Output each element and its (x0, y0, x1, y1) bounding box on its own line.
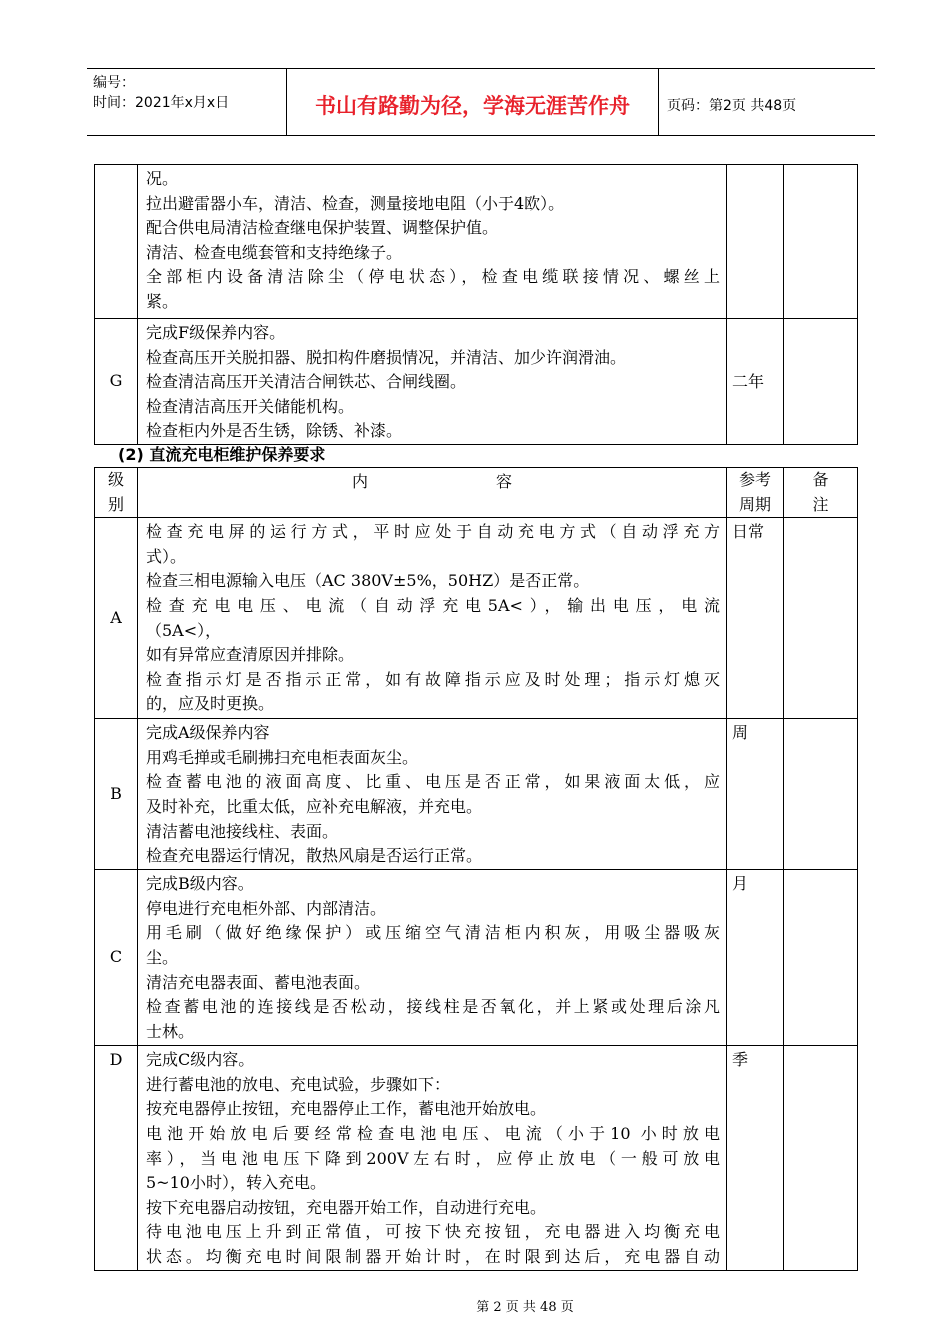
maintenance-table-1 (94, 164, 858, 445)
content-line: 士林。 (146, 1021, 195, 1041)
content-line: 状态。均衡充电时间限制器开始计时，在时限到达后，充电器自动 (146, 1246, 720, 1266)
page-header (87, 68, 875, 136)
content-line: 如有异常应查清原因并排除。 (146, 645, 355, 665)
content-line: 况。 (146, 169, 179, 188)
header-text: 周期 (738, 494, 771, 514)
content-line: 式）。 (146, 546, 187, 566)
table-row (95, 870, 858, 1046)
content-cell (138, 719, 727, 870)
level-cell (95, 165, 138, 319)
content-line: 停电进行充电柜外部、内部清洁。 (146, 898, 387, 918)
header-cycle (727, 468, 784, 518)
content-line: 检查清洁高压开关清洁合闸铁芯、合闸线圈。 (146, 372, 467, 392)
remark-cell (784, 165, 858, 319)
content-line: 按充电器停止按钮，充电器停止工作，蓄电池开始放电。 (146, 1099, 547, 1119)
remark-cell (784, 719, 858, 870)
level-cell: G (95, 319, 138, 445)
table-row (95, 165, 858, 319)
maintenance-table-2 (94, 467, 858, 1271)
level-cell: C (95, 870, 138, 1046)
content-line: 检查蓄电池的液面高度、比重、电压是否正常，如果液面太低，应 (146, 772, 720, 792)
content-line: 检查三相电源输入电压（AC 380V±5%，50HZ）是否正常。 (146, 571, 590, 591)
content-line: 待电池电压上升到正常值，可按下快充按钮，充电器进入均衡充电 (146, 1222, 720, 1242)
table-header-row (95, 468, 858, 518)
content-line: 按下充电器启动按钮，充电器开始工作，自动进行充电。 (146, 1197, 547, 1217)
level-cell: D (95, 1046, 138, 1271)
header-remark (784, 468, 858, 518)
remark-cell (784, 518, 858, 719)
content-cell (138, 165, 727, 319)
content-cell (138, 1046, 727, 1271)
cycle-cell (727, 165, 784, 319)
content-line: 检查指示灯是否指示正常，如有故障指示应及时处理；指示灯熄灭 (146, 669, 720, 689)
content-line: 电池开始放电后要经常检查电池电压、电流（小于10 小时放电 (146, 1123, 720, 1143)
content-line: 进行蓄电池的放电、充电试验，步骤如下： (146, 1074, 451, 1094)
content-line: 完成A级保养内容 (146, 723, 270, 743)
content-cell (138, 319, 727, 445)
content-line: 的，应及时更换。 (146, 694, 275, 714)
content-line: 用鸡毛掸或毛刷拂扫充电柜表面灰尘。 (146, 747, 419, 767)
remark-cell (784, 319, 858, 445)
table-row (95, 518, 858, 719)
cycle-cell: 二年 (727, 319, 784, 445)
header-page-info: 页码：第2页 共48页 (667, 98, 797, 114)
content-line: （5A<）， (146, 620, 222, 640)
remark-cell (784, 870, 858, 1046)
header-text: 注 (812, 494, 829, 514)
cycle-cell: 月 (727, 870, 784, 1046)
content-cell (138, 518, 727, 719)
content-line: 配合供电局清洁检查继电保护装置、调整保护值。 (146, 218, 499, 238)
content-line: 检查充电屏的运行方式，平时应处于自动充电方式（自动浮充方 (146, 522, 720, 542)
section-title: (2) 直流充电柜维护保养要求 (118, 445, 326, 464)
cycle-cell: 日常 (727, 518, 784, 719)
document-time-label: 时间：2021年x月x日 (93, 95, 230, 111)
header-motto: 书山有路勤为径，学海无涯苦作舟 (287, 69, 659, 135)
content-line: 清洁、检查电缆套管和支持绝缘子。 (146, 242, 403, 262)
table-row (95, 319, 858, 445)
content-line: 全部柜内设备清洁除尘（停电状态），检查电缆联接情况、螺丝上 (146, 267, 720, 287)
content-line: 检查充电电压、电流（自动浮充电5A<），输出电压，电流 (146, 595, 720, 615)
table-row (95, 1046, 858, 1271)
header-text: 参考 (738, 470, 771, 489)
cycle-cell: 季 (727, 1046, 784, 1271)
content-line: 检查高压开关脱扣器、脱扣构件磨损情况，并清洁、加少许润滑油。 (146, 347, 627, 367)
page-footer: 第 2 页 共 48 页 (476, 1300, 574, 1315)
content-line: 及时补充，比重太低，应补充电解液，并充电。 (146, 796, 483, 816)
content-line: 检查清洁高压开关储能机构。 (146, 396, 355, 416)
content-line: 检查充电器运行情况，散热风扇是否运行正常。 (146, 846, 483, 866)
document-number-label: 编号： (93, 75, 135, 91)
content-line: 检查蓄电池的连接线是否松动，接线柱是否氧化，并上紧或处理后涂凡 (146, 997, 720, 1017)
header-level (95, 468, 138, 518)
content-line: 用毛刷（做好绝缘保护）或压缩空气清洁柜内积灰，用吸尘器吸灰 (146, 923, 720, 943)
content-line: 检查柜内外是否生锈，除锈、补漆。 (146, 421, 403, 441)
header-text: 备 (812, 470, 829, 489)
header-text: 级 (107, 470, 124, 489)
content-line: 紧。 (146, 291, 179, 311)
remark-cell (784, 1046, 858, 1271)
content-line: 完成C级内容。 (146, 1050, 255, 1070)
content-line: 率），当电池电压下降到200V左右时，应停止放电（一般可放电 (146, 1148, 720, 1168)
header-meta (87, 69, 287, 135)
content-line: 清洁蓄电池接线柱、表面。 (146, 821, 339, 841)
content-line: 完成F级保养内容。 (146, 323, 286, 342)
content-line: 尘。 (146, 947, 179, 967)
content-line: 清洁充电器表面、蓄电池表面。 (146, 972, 371, 992)
level-cell: B (95, 719, 138, 870)
content-line: 完成B级内容。 (146, 874, 254, 894)
table-row (95, 719, 858, 870)
cycle-cell: 周 (727, 719, 784, 870)
content-cell (138, 870, 727, 1046)
content-line: 5~10小时），转入充电。 (146, 1173, 326, 1193)
level-cell: A (95, 518, 138, 719)
header-text: 别 (107, 494, 124, 514)
content-line: 拉出避雷器小车，清洁、检查，测量接地电阻（小于4欧）。 (146, 193, 565, 213)
header-content: 内 容 (138, 468, 727, 518)
